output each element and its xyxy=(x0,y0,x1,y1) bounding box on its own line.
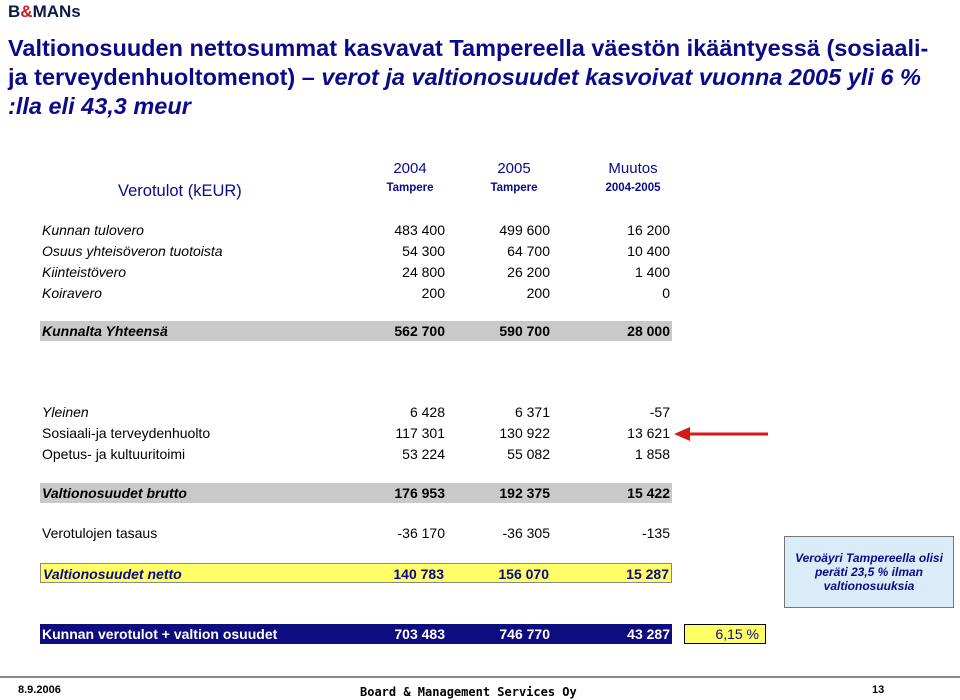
grand-total-row: Kunnan verotulot + valtion osuudet 703 483 746 770 43 287 xyxy=(42,626,670,642)
arrow-left-icon xyxy=(672,424,772,444)
header-col-2005: 2005 Tampere xyxy=(490,160,538,194)
table-row: Osuus yhteisöveron tuotoista 54 300 64 700 10 400 xyxy=(42,243,670,259)
brand-logo: B&MANs xyxy=(8,2,81,21)
table-row: Opetus- ja kultuuritoimi 53 224 55 082 1 858 xyxy=(42,446,670,462)
page-number: 13 xyxy=(872,684,885,696)
header-col-2004: 2004 Tampere xyxy=(386,160,434,194)
subtotal-row-brutto: Valtionosuudet brutto 176 953 192 375 15 422 xyxy=(42,485,670,501)
table-row: Kunnan tulovero 483 400 499 600 16 200 xyxy=(42,222,670,238)
note-box: Veroäyri Tampereella olisi peräti 23,5 % ilman valtionosuuksia xyxy=(784,536,954,608)
table-row: Kiinteistövero 24 800 26 200 1 400 xyxy=(42,264,670,280)
page-title: Valtionosuuden nettosummat kasvavat Tampereella väestön ikääntyessä (sosiaali- ja terveydenhuoltomenot) – verot ja valtionosuudet kasvoivat vuonna 2005 yli 6 % :lla eli 43,3 meur xyxy=(8,35,929,119)
footer-date: 8.9.2006 xyxy=(18,684,61,696)
percent-change-box: 6,15 % xyxy=(684,624,766,644)
table-row: Sosiaali-ja terveydenhuolto 117 301 130 922 13 621 xyxy=(42,425,670,441)
netto-row: Valtionosuudet netto 140 783 156 070 15 287 xyxy=(40,563,672,583)
table-row: Verotulojen tasaus -36 170 -36 305 -135 xyxy=(42,525,670,541)
footer-divider xyxy=(0,676,960,678)
subtotal-row-kunnalta: Kunnalta Yhteensä 562 700 590 700 28 000 xyxy=(42,323,670,339)
table-row: Koiravero 200 200 0 xyxy=(42,285,670,301)
table-row: Yleinen 6 428 6 371 -57 xyxy=(42,404,670,420)
header-label: Verotulot (kEUR) xyxy=(118,182,242,200)
footer-company: Board & Management Services Oy xyxy=(360,685,577,699)
header-col-muutos: Muutos 2004-2005 xyxy=(605,160,661,194)
